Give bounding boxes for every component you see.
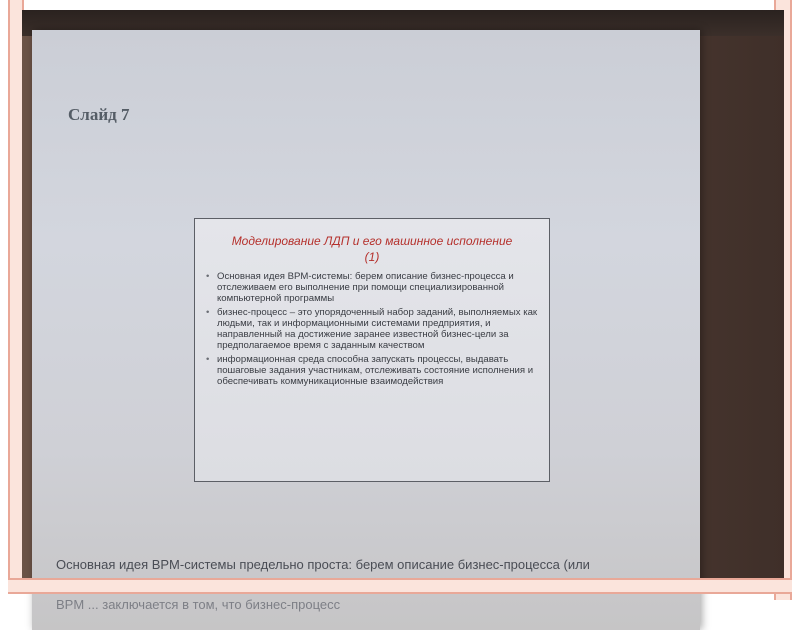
bullet-item: • Основная идея BPM-системы: берем описание бизнес-процесса и отслеживаем его выполнение при помощи специализированной компьютерной программы: [205, 271, 539, 304]
bottom-border-decoration: [8, 578, 792, 594]
notes-line: Основная идея BPM-системы предельно проста: берем описание бизнес-процесса (или: [56, 557, 590, 572]
notes-line: BPM ... заключается в том, что бизнес-процесс: [56, 597, 341, 612]
slide-title: Моделирование ЛДП и его машинное исполнение (1): [231, 234, 513, 264]
bullet-list: [205, 271, 539, 387]
paper-page: [32, 30, 700, 630]
slide-thumbnail: [194, 218, 550, 482]
slide-label: Слайд 7: [68, 105, 130, 124]
bullet-item: • информационная среда способна запускать процессы, выдавать пошаговые задания участникам, отслеживать состояние исполнения и обеспечивать коммуникационные взаимодействия: [205, 354, 539, 387]
photo: [22, 10, 784, 612]
bullet-item: • бизнес-процесс – это упорядоченный набор заданий, выполняемых как людьми, так и информационными системами предприятия, и направленный на достижение заранее известной бизнес-цели за предполагаемое время с заданным качеством: [205, 307, 539, 351]
